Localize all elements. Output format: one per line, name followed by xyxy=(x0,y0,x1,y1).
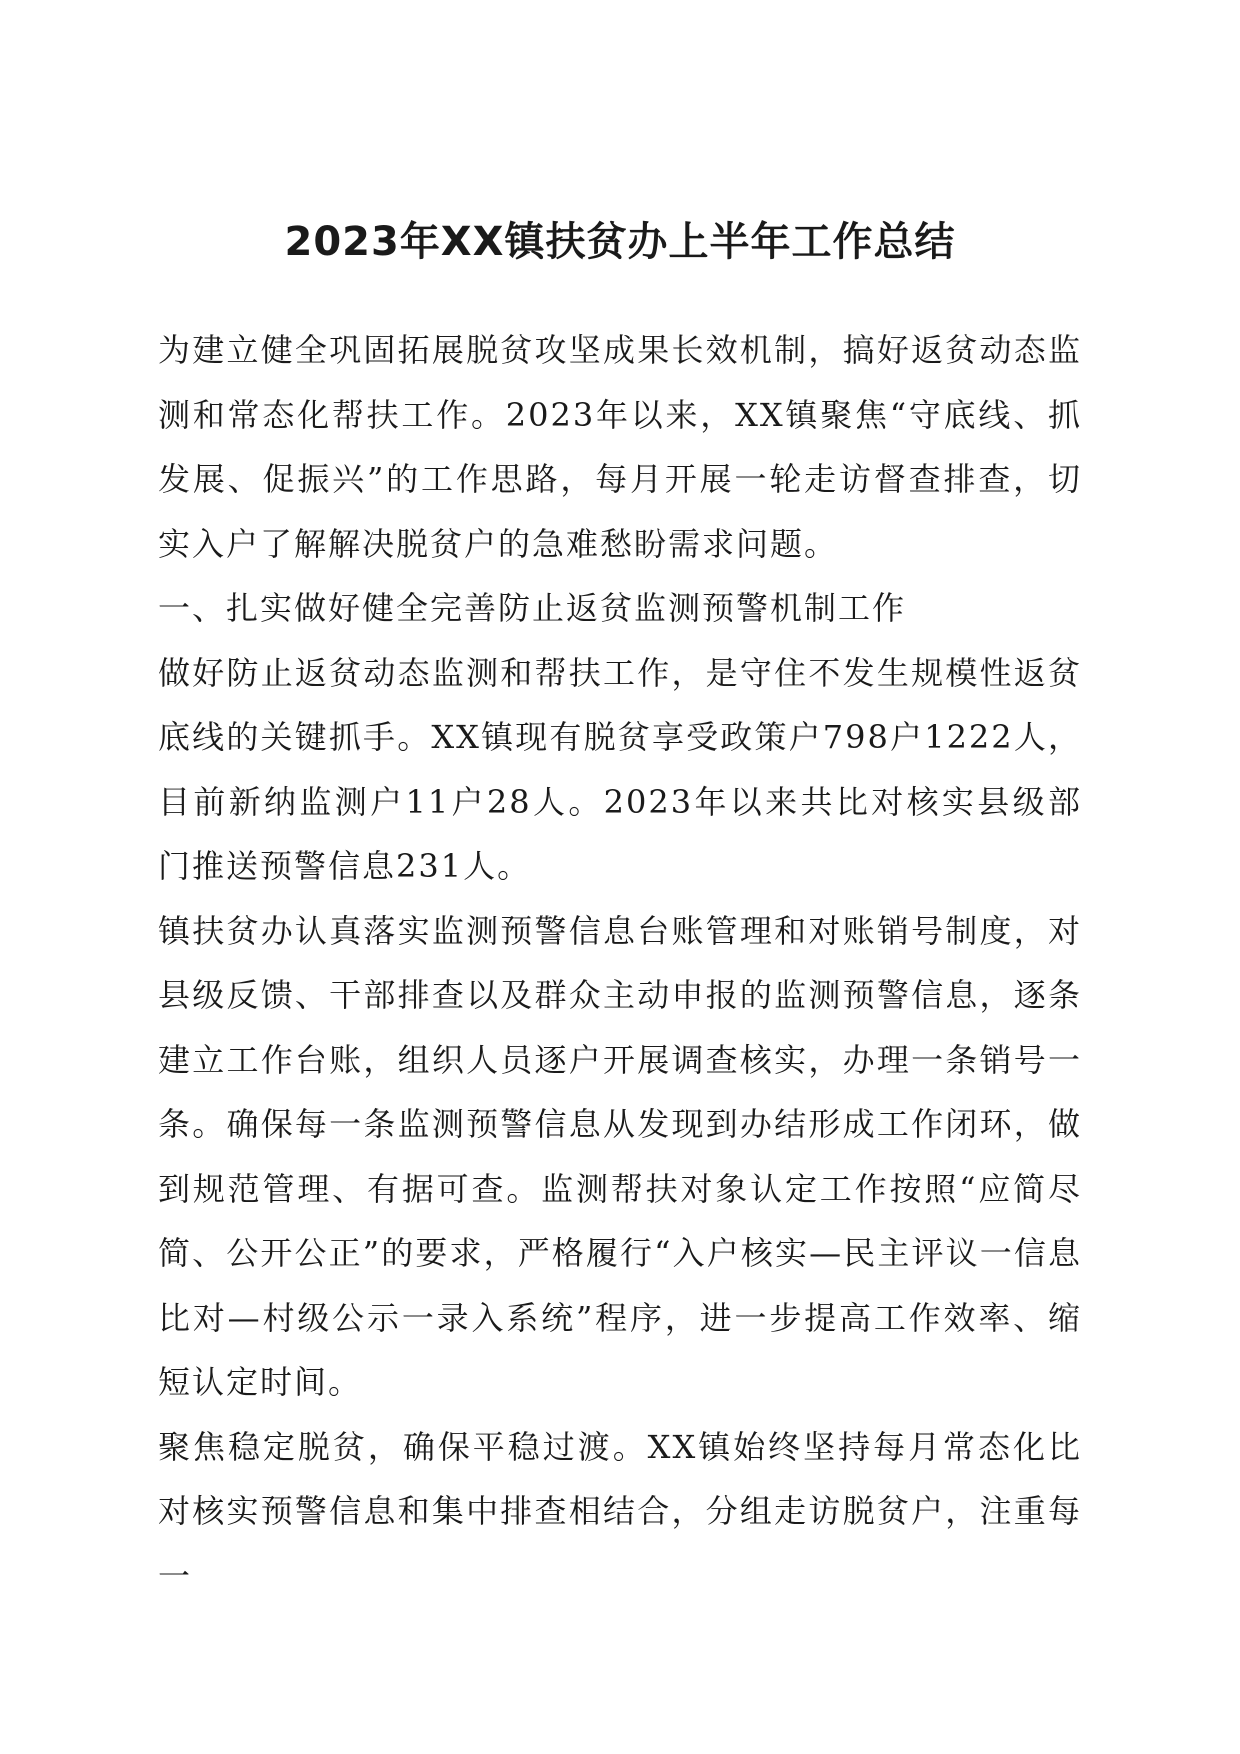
document-body xyxy=(158,318,1082,1608)
body-paragraph: 聚焦稳定脱贫，确保平稳过渡。XX镇始终坚持每月常态化比对核实预警信息和集中排查相结合，分组走访脱贫户，注重每一 xyxy=(158,1427,1082,1595)
section-heading: 一、扎实做好健全完善防止返贫监测预警机制工作 xyxy=(158,589,907,627)
body-paragraph: 做好防止返贫动态监测和帮扶工作，是守住不发生规模性返贫底线的关键抓手。XX镇现有脱贫享受政策户798户1222人，目前新纳监测户11户28人。2023年以来共比对核实县级部门推送预警信息231人。 xyxy=(158,653,1082,885)
document-title: 2023年XX镇扶贫办上半年工作总结 xyxy=(284,219,956,265)
intro-paragraph: 为建立健全巩固拓展脱贫攻坚成果长效机制，搞好返贫动态监测和常态化帮扶工作。2023年以来，XX镇聚焦“守底线、抓发展、促振兴”的工作思路，每月开展一轮走访督查排查，切实入户了解解决脱贫户的急难愁盼需求问题。 xyxy=(158,331,1082,563)
body-paragraph: 镇扶贫办认真落实监测预警信息台账管理和对账销号制度，对县级反馈、干部排查以及群众主动申报的监测预警信息，逐条建立工作台账，组织人员逐户开展调查核实，办理一条销号一条。确保每一条监测预警信息从发现到办结形成工作闭环，做到规范管理、有据可查。监测帮扶对象认定工作按照“应简尽简、公开公正”的要求，严格履行“入户核实—民主评议一信息比对—村级公示一录入系统”程序，进一步提高工作效率、缩短认定时间。 xyxy=(158,911,1082,1401)
